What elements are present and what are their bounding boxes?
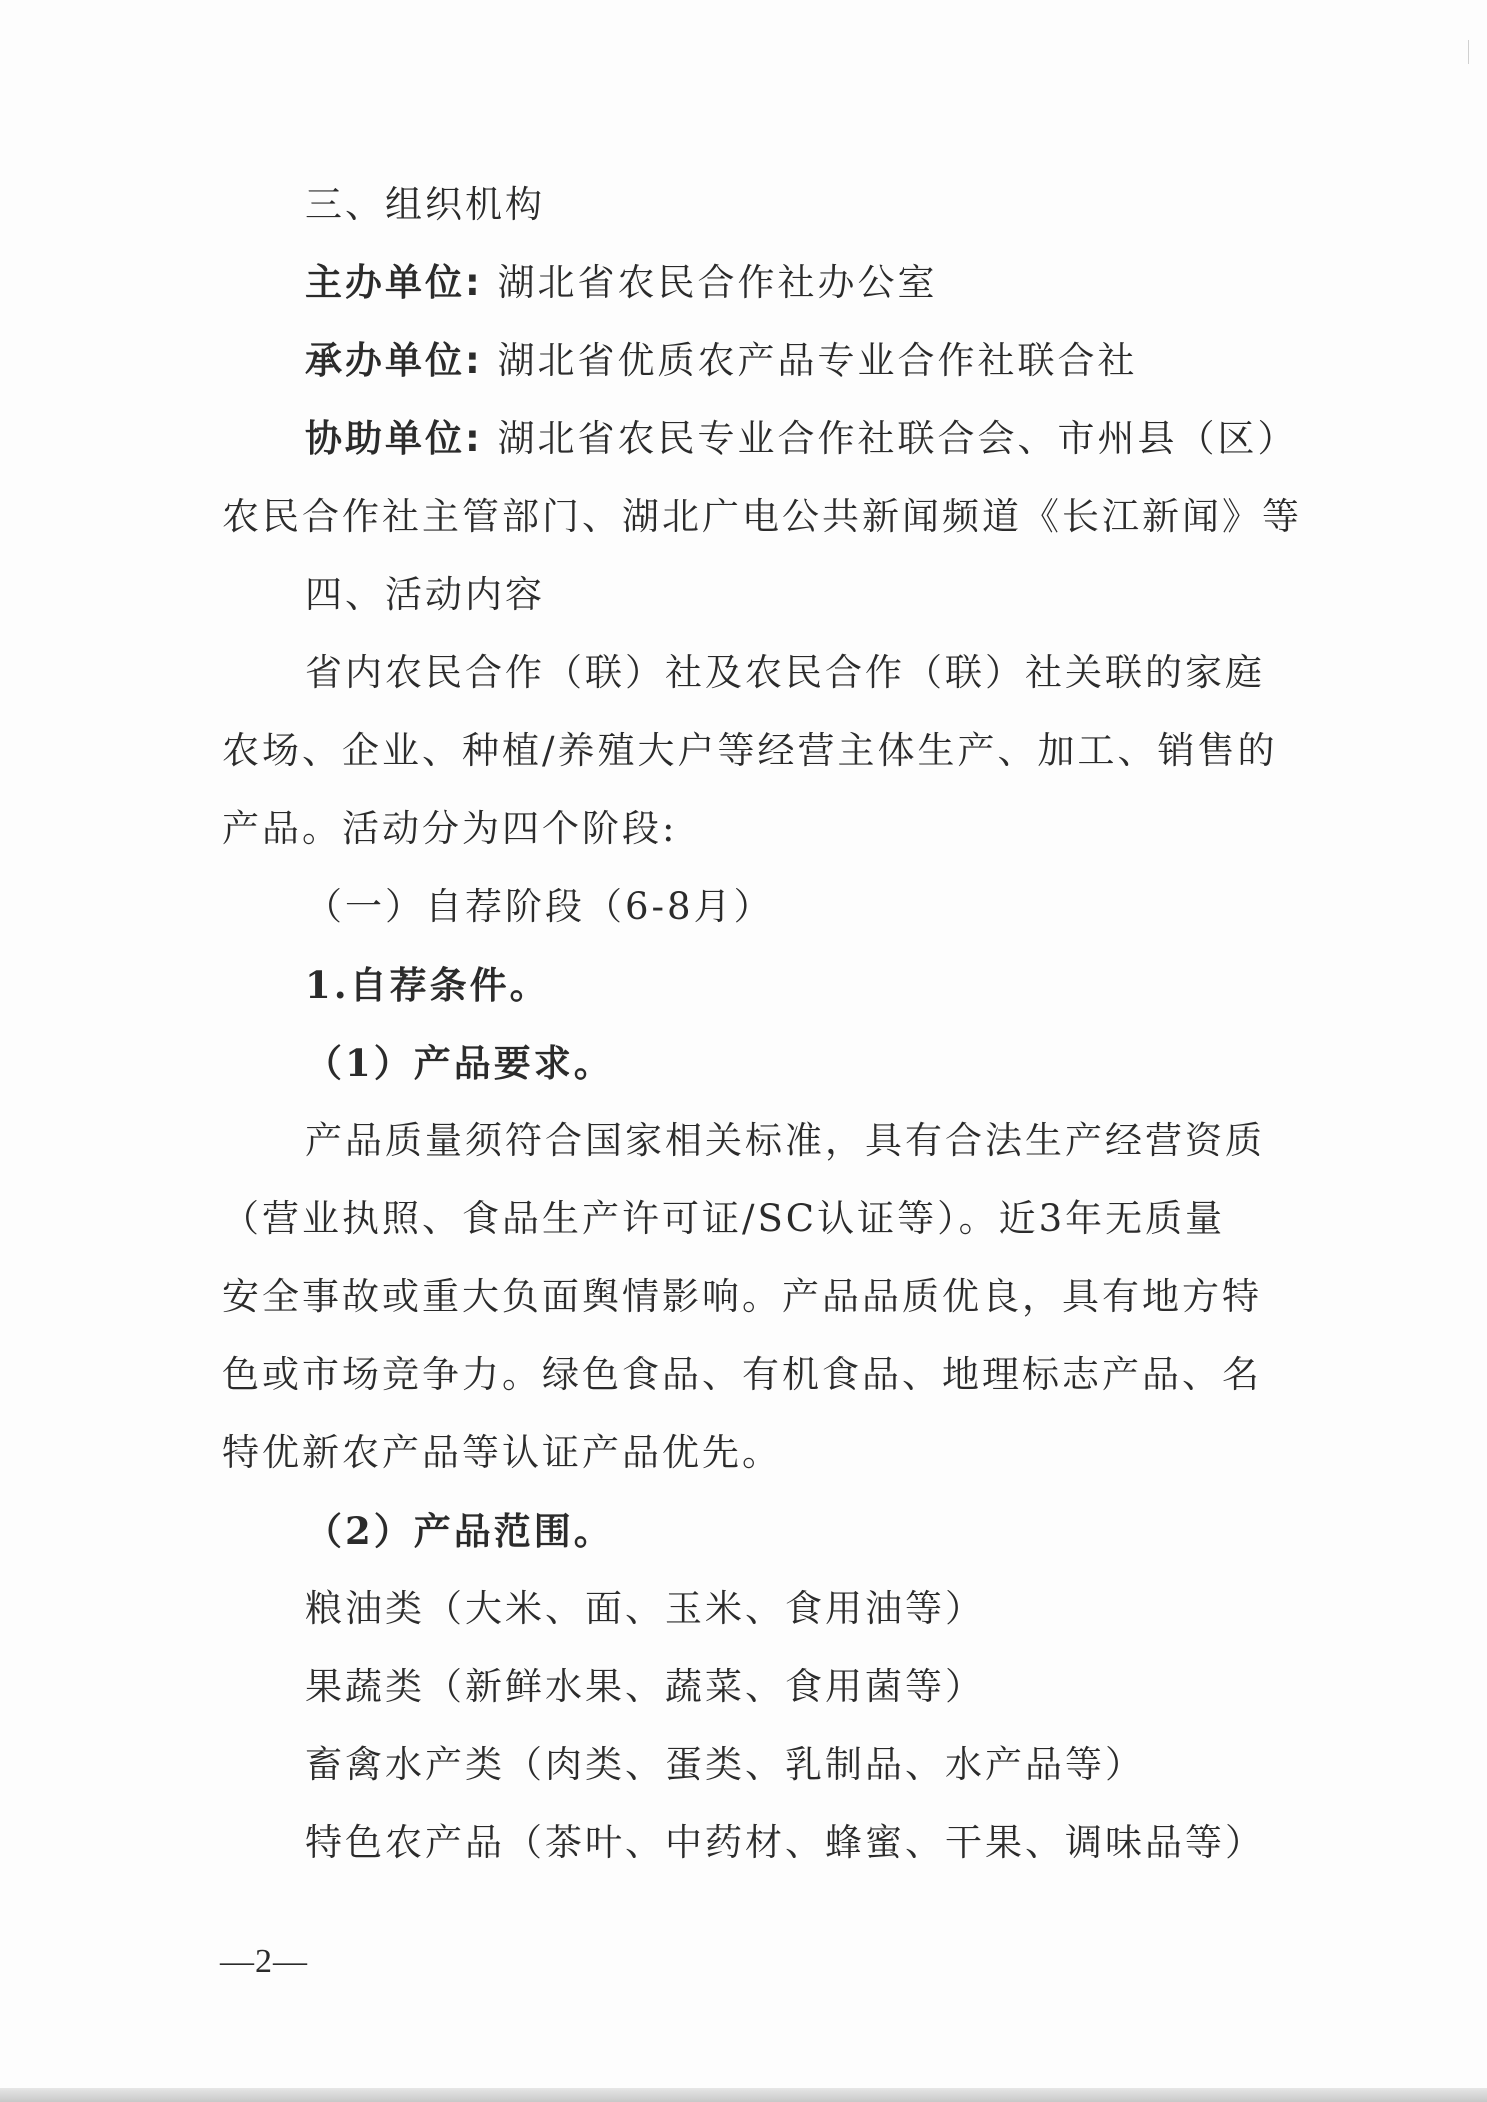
range-item-grain-oil: 粮油类（大米、面、玉米、食用油等）: [305, 1587, 985, 1630]
organizer-unit-label: 承办单位:: [305, 339, 483, 382]
requirements-line-5: 特优新农产品等认证产品优先。: [222, 1431, 782, 1474]
page-number: —2—: [220, 1943, 308, 1980]
requirements-line-4: 色或市场竞争力。绿色食品、有机食品、地理标志产品、名: [222, 1353, 1262, 1396]
host-unit-value: 湖北省农民合作社办公室: [497, 261, 938, 304]
intro-paragraph-line-1: 省内农民合作（联）社及农民合作（联）社关联的家庭: [305, 651, 1265, 694]
organizer-unit-value: 湖北省优质农产品专业合作社联合社: [497, 339, 1138, 382]
assist-unit-label: 协助单位:: [305, 417, 483, 460]
section-3-heading: 三、组织机构: [305, 183, 545, 226]
assist-unit-line: [305, 414, 1298, 464]
requirements-line-2: （营业执照、食品生产许可证/SC认证等）。近3年无质量: [222, 1197, 1226, 1240]
scan-edge-mark: [1468, 40, 1469, 64]
range-item-fruit-veg: 果蔬类（新鲜水果、蔬菜、食用菌等）: [305, 1665, 985, 1708]
organizer-unit-line: [305, 336, 1138, 386]
self-recommend-conditions-heading: 1.自荐条件。: [305, 963, 550, 1007]
intro-paragraph-line-2: 农场、企业、种植/养殖大户等经营主体生产、加工、销售的: [222, 729, 1278, 772]
requirements-line-1: 产品质量须符合国家相关标准，具有合法生产经营资质: [305, 1119, 1265, 1162]
product-requirements-heading: （1）产品要求。: [305, 1041, 614, 1085]
requirements-line-3: 安全事故或重大负面舆情影响。产品品质优良，具有地方特: [222, 1275, 1262, 1318]
stage-1-heading: （一）自荐阶段（6-8月）: [305, 885, 774, 928]
assist-unit-continuation: 农民合作社主管部门、湖北广电公共新闻频道《长江新闻》等: [222, 495, 1302, 538]
scan-bottom-edge: [0, 2088, 1487, 2102]
section-4-heading: 四、活动内容: [305, 573, 545, 616]
product-range-heading: （2）产品范围。: [305, 1509, 614, 1553]
assist-unit-value: 湖北省农民专业合作社联合会、市州县（区）: [497, 417, 1298, 460]
host-unit-label: 主办单位:: [305, 261, 483, 304]
range-item-livestock-aquatic: 畜禽水产类（肉类、蛋类、乳制品、水产品等）: [305, 1743, 1145, 1786]
range-item-specialty: 特色农产品（茶叶、中药材、蜂蜜、干果、调味品等）: [305, 1821, 1265, 1864]
host-unit-line: [305, 258, 938, 308]
intro-paragraph-line-3: 产品。活动分为四个阶段:: [222, 807, 678, 850]
